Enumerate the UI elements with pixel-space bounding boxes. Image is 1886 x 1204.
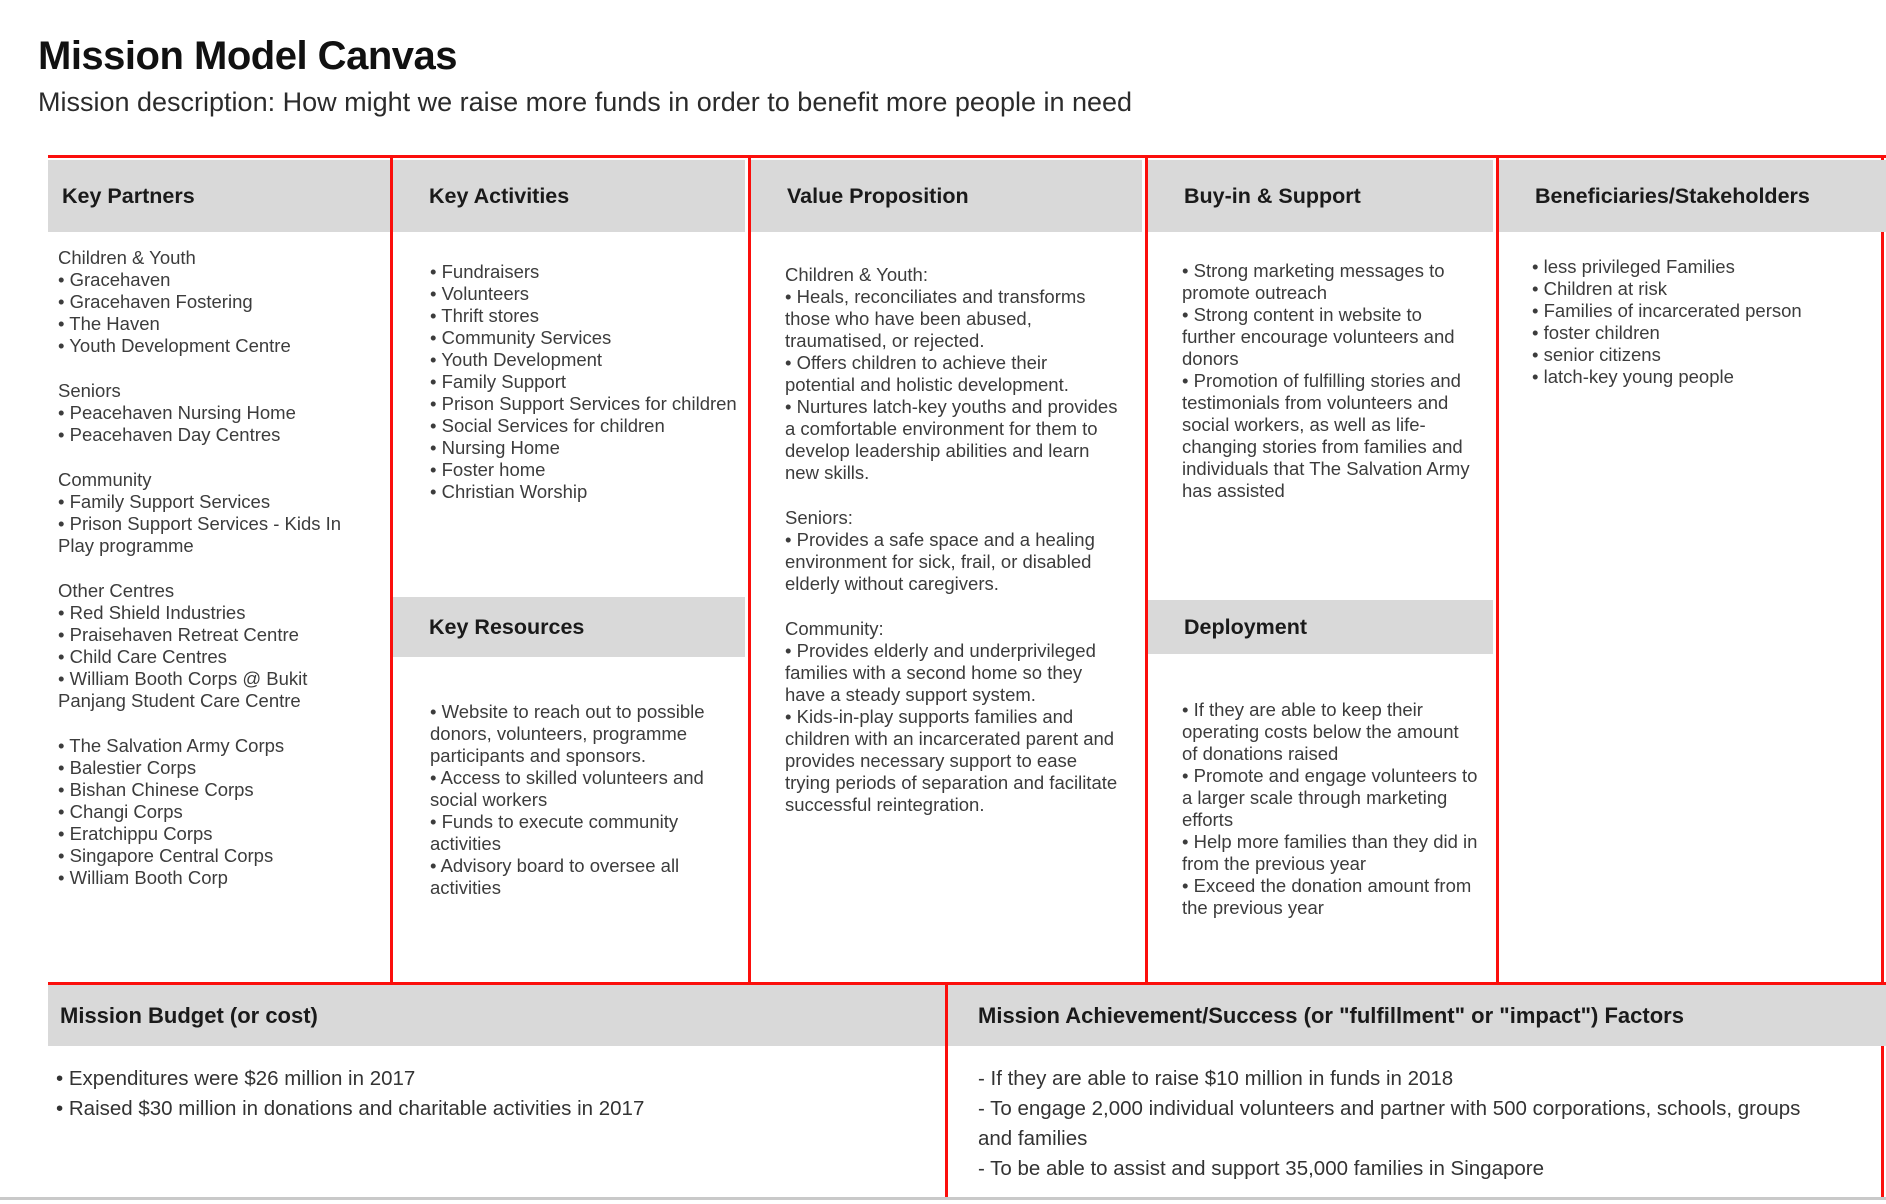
- text-line: • Gracehaven: [58, 269, 171, 290]
- text-line: • Thrift stores: [430, 305, 539, 326]
- text-line: • Praisehaven Retreat Centre: [58, 624, 299, 645]
- text-line: • Access to skilled volunteers and social workers: [430, 767, 704, 810]
- text-line: • William Booth Corps @ Bukit Panjang Student Care Centre: [58, 668, 308, 711]
- text-line: • Children at risk: [1532, 278, 1667, 299]
- deployment-heading: Deployment: [1184, 614, 1308, 639]
- text-line: • Raised $30 million in donations and charitable activities in 2017: [56, 1097, 645, 1120]
- text-line: • Bishan Chinese Corps: [58, 779, 254, 800]
- text-line: • Gracehaven Fostering: [58, 291, 253, 312]
- beneficiaries-heading: Beneficiaries/Stakeholders: [1535, 183, 1810, 208]
- text-line: • Community Services: [430, 327, 612, 348]
- text-line: Community: [58, 469, 152, 490]
- deployment-content: [1182, 699, 1478, 919]
- text-line: • Heals, reconciliates and transforms those who have been abused, traumatised, or rejected.: [785, 286, 1086, 351]
- text-line: • Nursing Home: [430, 437, 560, 458]
- key-resources-content: [430, 701, 738, 899]
- text-line: • Funds to execute community activities: [430, 811, 679, 854]
- key-activities-header-band: [393, 160, 745, 232]
- text-line: • Changi Corps: [58, 801, 183, 822]
- text-line: • Exceed the donation amount from the previous year: [1182, 875, 1472, 918]
- text-line: • Child Care Centres: [58, 646, 227, 667]
- key-resources-heading: Key Resources: [429, 614, 585, 639]
- buy-in-support-content: [1182, 260, 1478, 502]
- text-line: • Help more families than they did in from the previous year: [1182, 831, 1478, 874]
- text-line: • Prison Support Services for children: [430, 393, 737, 414]
- grid-line-col4: [1496, 155, 1499, 985]
- beneficiaries-content: [1532, 256, 1882, 388]
- beneficiaries-header-band: [1499, 160, 1886, 232]
- value-proposition-heading: Value Proposition: [787, 183, 969, 208]
- spacer: [58, 557, 380, 580]
- text-line: Seniors:: [785, 507, 853, 528]
- text-line: • Families of incarcerated person: [1532, 300, 1802, 321]
- text-line: • William Booth Corp: [58, 867, 228, 888]
- grid-line-col3: [1145, 155, 1148, 985]
- text-line: • Christian Worship: [430, 481, 588, 502]
- text-line: • Peacehaven Day Centres: [58, 424, 281, 445]
- text-line: • Singapore Central Corps: [58, 845, 274, 866]
- text-line: • Provides elderly and underprivileged families with a second home so they have a steady support system.: [785, 640, 1096, 705]
- text-line: • If they are able to keep their operating costs below the amount of donations raised: [1182, 699, 1459, 764]
- text-line: Children & Youth:: [785, 264, 928, 285]
- text-line: - If they are able to raise $10 million in funds in 2018: [978, 1067, 1454, 1090]
- spacer: [785, 484, 1119, 507]
- text-line: • less privileged Families: [1532, 256, 1735, 277]
- key-activities-content: [430, 261, 738, 503]
- text-line: • The Haven: [58, 313, 160, 334]
- text-line: • senior citizens: [1532, 344, 1661, 365]
- spacer: [58, 357, 380, 380]
- text-line: • foster children: [1532, 322, 1660, 343]
- text-line: • Family Support: [430, 371, 567, 392]
- text-line: • Fundraisers: [430, 261, 540, 282]
- text-line: Other Centres: [58, 580, 175, 601]
- key-activities-heading: Key Activities: [429, 183, 570, 208]
- spacer: [58, 446, 380, 469]
- mission-achievement-heading: Mission Achievement/Success (or "fulfillment" or "impact") Factors: [978, 1002, 1684, 1028]
- mission-achievement-content: [978, 1064, 1823, 1184]
- text-line: - To be able to assist and support 35,000 families in Singapore: [978, 1157, 1545, 1180]
- text-line: • Youth Development: [430, 349, 603, 370]
- text-line: Seniors: [58, 380, 121, 401]
- grid-line-col2: [748, 155, 751, 985]
- key-partners-header-band: [48, 160, 390, 232]
- grid-line-col1: [390, 155, 393, 985]
- mission-description: Mission description: How might we raise more funds in order to benefit more people in need: [38, 87, 1133, 117]
- bottom-edge-line: [0, 1197, 1886, 1200]
- key-partners-content: [58, 247, 380, 889]
- text-line: • Strong content in website to further encourage volunteers and donors: [1182, 304, 1455, 369]
- text-line: • Offers children to achieve their potential and holistic development.: [785, 352, 1069, 395]
- text-line: • Strong marketing messages to promote outreach: [1182, 260, 1445, 303]
- key-partners-heading: Key Partners: [62, 183, 195, 208]
- page-title: Mission Model Canvas: [38, 34, 457, 78]
- buy-in-support-heading: Buy-in & Support: [1184, 183, 1361, 208]
- text-line: - To engage 2,000 individual volunteers and partner with 500 corporations, schools, groups and families: [978, 1097, 1801, 1150]
- text-line: • Promotion of fulfilling stories and testimonials from volunteers and social workers, as well as life-changing stories from families and individuals that The Salvation Army has assisted: [1182, 370, 1470, 501]
- key-resources-header-band: [393, 597, 745, 657]
- text-line: • Kids-in-play supports families and children with an incarcerated parent and provides necessary support to ease trying periods of separation and facilitate successful reintegration.: [785, 706, 1118, 815]
- text-line: • Nurtures latch-key youths and provides a comfortable environment for them to develop leadership abilities and learn new skills.: [785, 396, 1118, 483]
- text-line: • Social Services for children: [430, 415, 665, 436]
- text-line: • Prison Support Services - Kids In Play programme: [58, 513, 342, 556]
- text-line: • Peacehaven Nursing Home: [58, 402, 296, 423]
- text-line: • Youth Development Centre: [58, 335, 291, 356]
- text-line: • Volunteers: [430, 283, 530, 304]
- mission-achievement-header-band: [948, 985, 1886, 1046]
- text-line: • Advisory board to oversee all activities: [430, 855, 680, 898]
- value-proposition-header-band: [751, 160, 1142, 232]
- spacer: [785, 595, 1119, 618]
- text-line: • Foster home: [430, 459, 546, 480]
- text-line: • latch-key young people: [1532, 366, 1734, 387]
- text-line: Children & Youth: [58, 247, 196, 268]
- value-proposition-content: [785, 264, 1119, 816]
- buy-in-support-header-band: [1148, 160, 1493, 232]
- text-line: • Website to reach out to possible donors, volunteers, programme participants and sponsors.: [430, 701, 705, 766]
- mission-budget-content: [56, 1064, 926, 1124]
- text-line: • Balestier Corps: [58, 757, 197, 778]
- grid-line-top: [48, 155, 1886, 158]
- text-line: • Red Shield Industries: [58, 602, 246, 623]
- spacer: [58, 712, 380, 735]
- mission-budget-header-band: [48, 985, 945, 1046]
- text-line: • Expenditures were $26 million in 2017: [56, 1067, 416, 1090]
- text-line: Community:: [785, 618, 884, 639]
- deployment-header-band: [1148, 600, 1493, 654]
- text-line: • Promote and engage volunteers to a larger scale through marketing efforts: [1182, 765, 1478, 830]
- text-line: • Provides a safe space and a healing environment for sick, frail, or disabled elderly without caregivers.: [785, 529, 1095, 594]
- mission-budget-heading: Mission Budget (or cost): [60, 1002, 318, 1028]
- text-line: • The Salvation Army Corps: [58, 735, 285, 756]
- text-line: • Eratchippu Corps: [58, 823, 213, 844]
- text-line: • Family Support Services: [58, 491, 271, 512]
